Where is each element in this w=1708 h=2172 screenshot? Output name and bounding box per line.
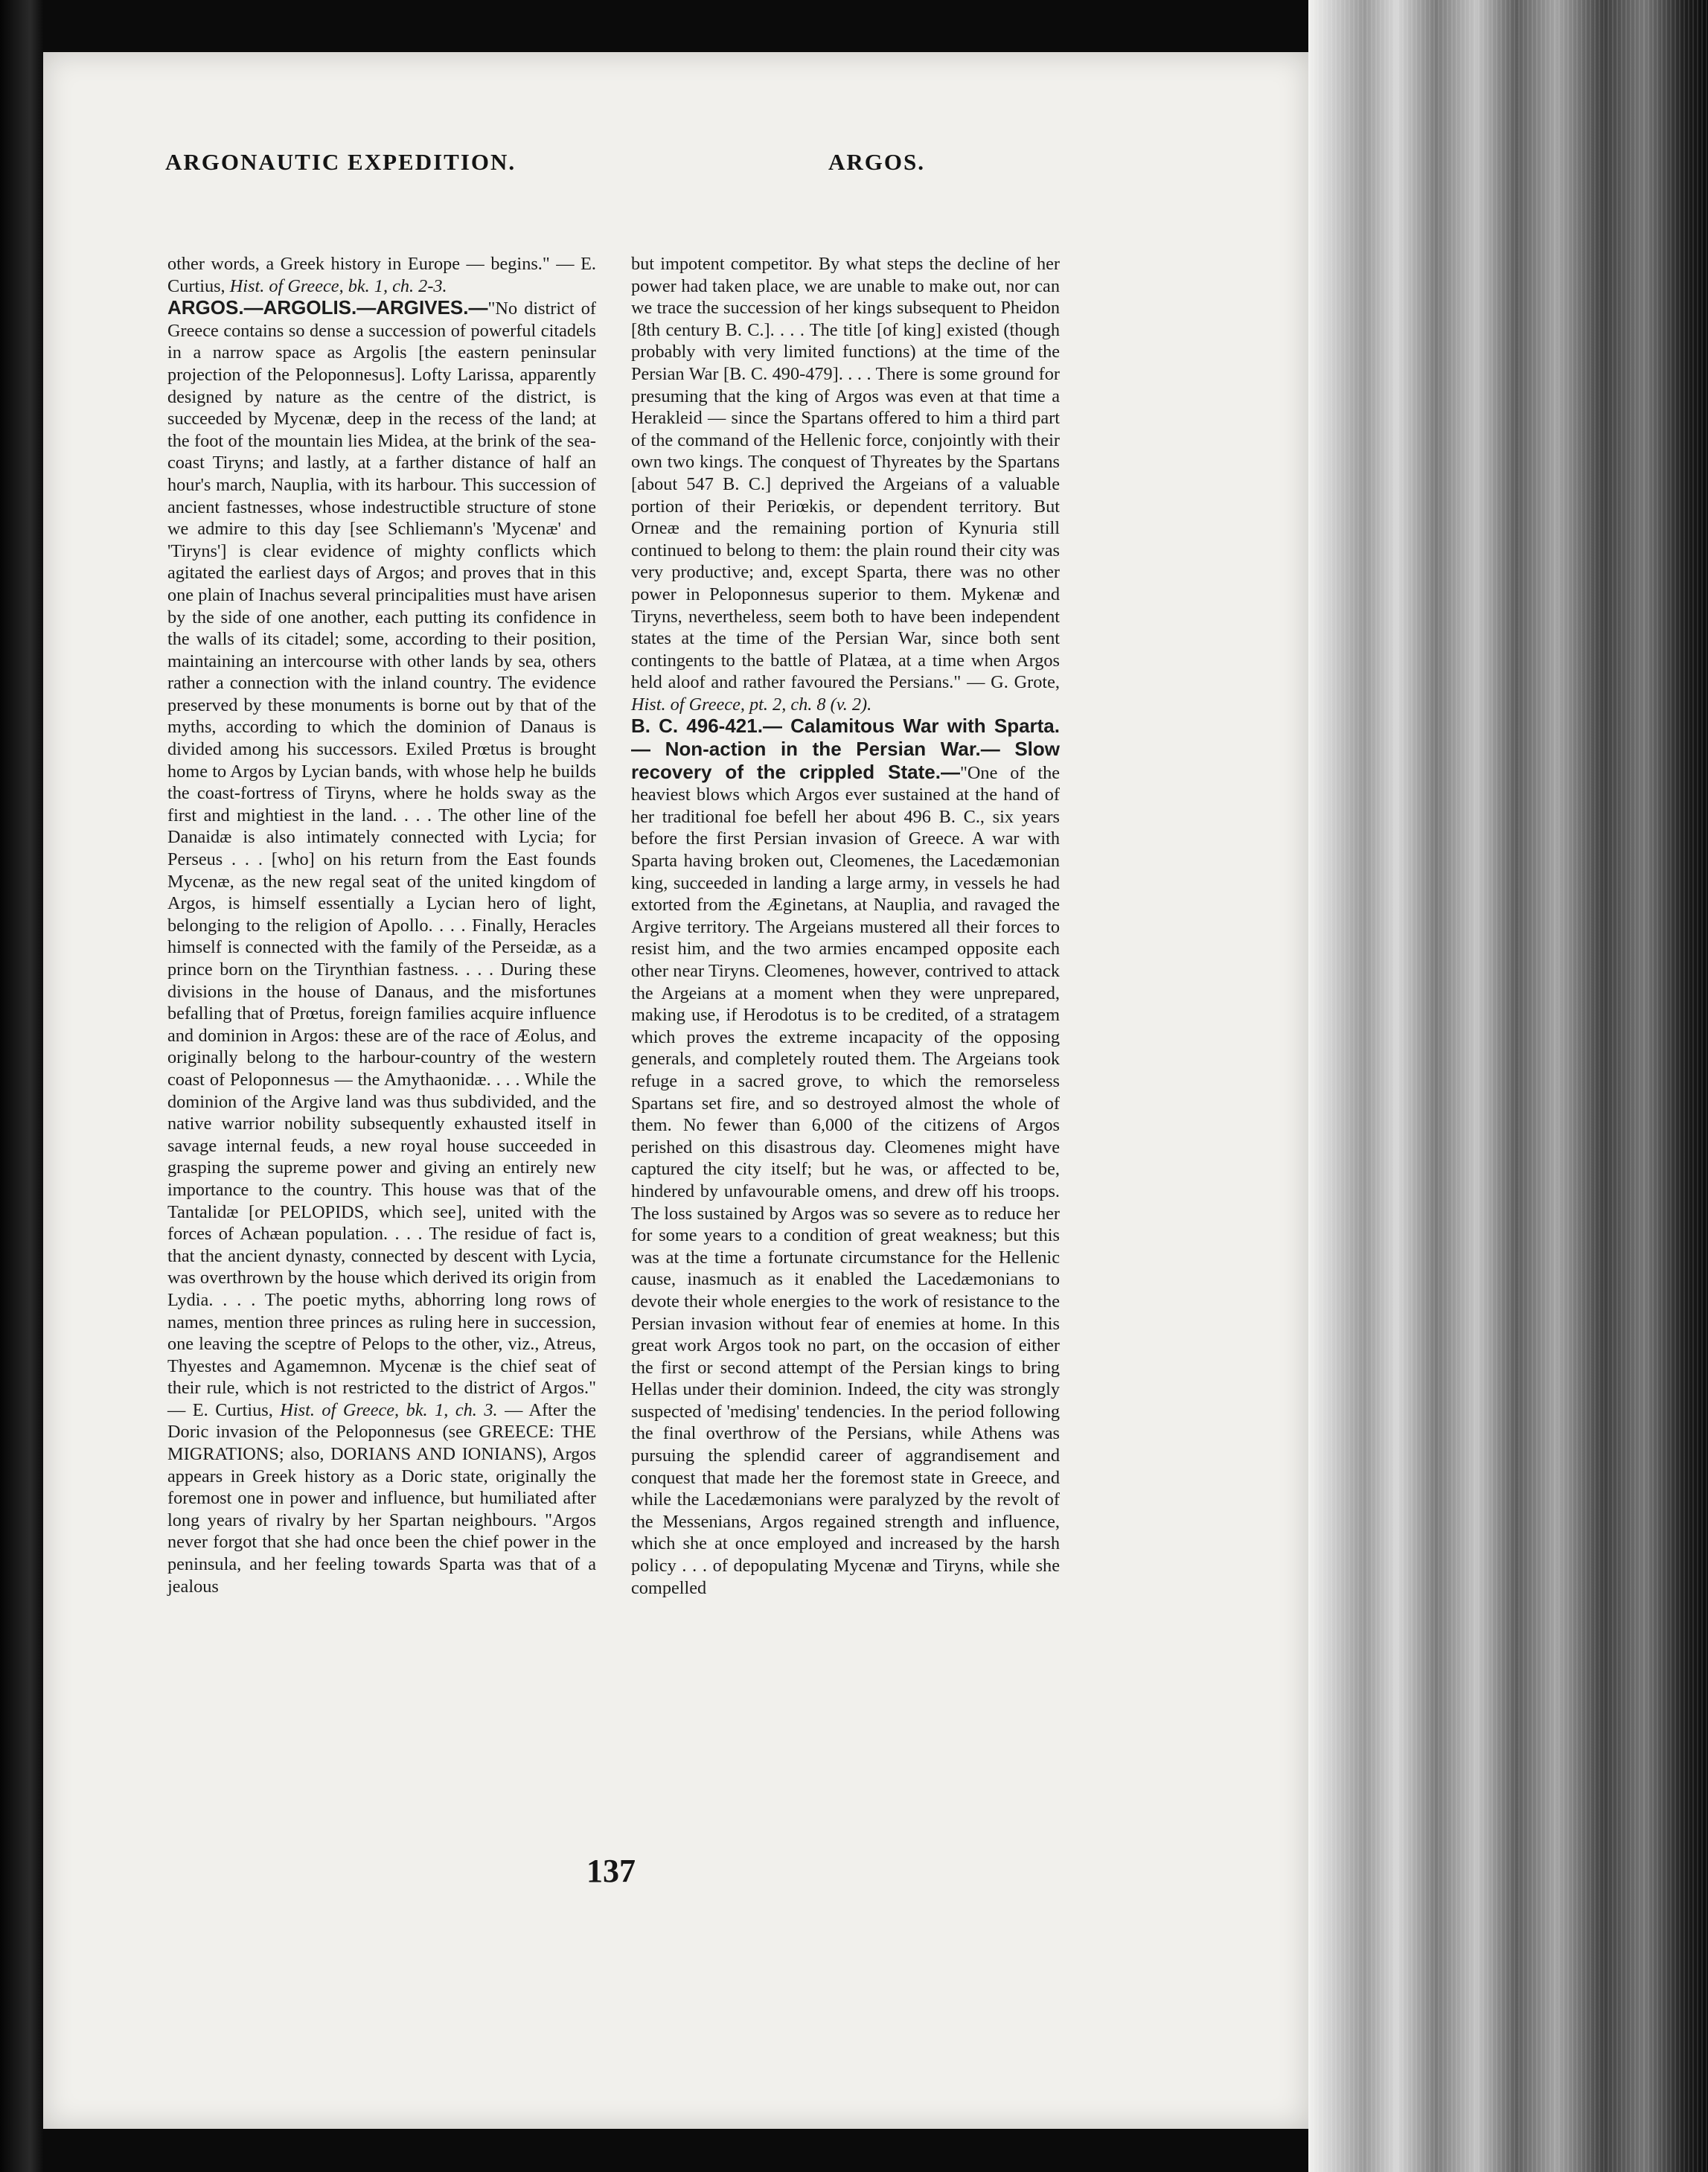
section-body: "One of the heaviest blows which Argos ever sustained at the hand of her traditional foe befell her about 496 B. C., six years before the first Persian invasion of Greece. A war with Sparta having broken out, Cleomenes, the Lacedæmonian king, succeeded in landing a large army, in vessels he had extorted from the Æginetans, at Nauplia, and ravaged the Argive territory. The Argeians mustered all their forces to resist him, and the two armies encamped opposite each other near Tiryns. Cleomenes, however, contrived to attack the Argeians at a moment when they were unprepared, making use, if Herodotus is to be credited, of a stratagem which proves the extreme incapacity of the opposing generals, and completely routed them. The Argeians took refuge in a sacred grove, to which the remorseless Spartans set fire, and so destroyed almost the whole of them. No fewer than 6,000 of the citizens of Argos perished on this disastrous day. Cleomenes might have captured the city itself; but he was, or affected to be, hindered by unfavourable omens, and drew off his troops. The loss sustained by Argos was so severe as to reduce her for some years to a condition of great weakness; but this was at the time a fortunate circumstance for the Hellenic cause, inasmuch as it enabled the Lacedæmonians to devote their whole energies to the work of resistance to the Persian invasion without fear of enemies at home. In this great work Argos took no part, on the occasion of either the first or second attempt of the Persian kings to bring Hellas under their dominion. Indeed, the city was strongly suspected of 'medising' tendencies. In the period following the final overthrow of the Persians, while Athens was pursuing the splendid career of aggrandisement and conquest that made her the foremost state in Greece, and while the Lacedæmonians were paralyzed by the revolt of the Messenians, Argos regained strength and influence, which she at once employed and increased by the harsh policy . . . of depopulating Mycenæ and Tiryns, while she compelled — [631, 762, 1060, 1598]
entry-heading: ARGOS.—ARGOLIS.—ARGIVES.— — [167, 296, 488, 319]
continued-citation: Hist. of Greece, pt. 2, ch. 8 (v. 2). — [631, 694, 872, 715]
intro-paragraph — [167, 253, 596, 297]
section-heading: B. C. 496-421.— Calamitous War with Sparta.— Non-action in the Persian War.— Slow recovery of the crippled State.— — [631, 715, 1060, 783]
entry-citation: Hist. of Greece, bk. 1, ch. 3. — [280, 1399, 498, 1420]
book-spine-edge — [1308, 0, 1708, 2172]
intro-citation: Hist. of Greece, bk. 1, ch. 2-3. — [229, 275, 447, 296]
left-column — [167, 253, 596, 1597]
continued-body: but impotent competitor. By what steps the decline of her power had taken place, we are unable to make out, nor can we trace the succession of her kings subsequent to Pheidon [8th century B. C.]. . . . The title [of king] existed (though probably with very limited functions) at the time of the Persian War [B. C. 490-479]. . . . There is some ground for presuming that the king of Argos was even at that time a Herakleid — since the Spartans offered to him a third part of the command of the Hellenic force, conjointly with their own two kings. The conquest of Thyreates by the Spartans [about 547 B. C.] deprived the Argeians of a valuable portion of their Periœkis, or dependent territory. But Orneæ and the remaining portion of Kynuria still continued to belong to them: the plain round their city was very productive; and, except Sparta, there was no other power in Peloponnesus superior to them. Mykenæ and Tiryns, nevertheless, seem both to have been independent states at the time of the Persian War, since both sent contingents to the battle of Platæa, at a time when Argos held aloof and rather favoured the Persians." — G. Grote, — [631, 254, 1060, 693]
running-head-left: ARGONAUTIC EXPEDITION. — [165, 149, 516, 175]
entry-body: "No district of Greece contains so dense a succession of powerful citadels in a narrow space as Argolis [the eastern peninsular projection of the Peloponnesus]. Lofty Larissa, apparently designed by nature as the centre of the district, is succeeded by Mycenæ, deep in the recess of the land; at the foot of the mountain lies Midea, at the brink of the sea-coast Tiryns; and lastly, at a farther distance of half an hour's march, Nauplia, with its harbour. This succession of ancient fastnesses, whose indestructible structure of stone we admire to this day [see Schliemann's 'Mycenæ' and 'Tiryns'] is clear evidence of mighty conflicts which agitated the earliest days of Argos; and proves that in this one plain of Inachus several principalities must have arisen by the side of one another, each putting its confidence in the walls of its citadel; some, according to their position, maintaining an intercourse with other lands by sea, others rather a connection with the inland country. The evidence preserved by these monuments is borne out by that of the myths, according to which the dominion of Danaus is divided among his successors. Exiled Prœtus is brought home to Argos by Lycian bands, with whose help he builds the coast-fortress of Tiryns, where he holds sway as the first and mightiest in the land. . . . The other line of the Danaidæ is also intimately connected with Lycia; for Perseus . . . [who] on his return from the East founds Mycenæ, as the new regal seat of the united kingdom of Argos, is himself essentially a Lycian hero of light, belonging to the religion of Apollo. . . . Finally, Heracles himself is connected with the family of the Perseidæ, as a prince born on the Tirynthian fastness. . . . During these divisions in the house of Danaus, and the misfortunes befalling that of Prœtus, foreign families acquire influence and dominion in Argos: these are of the race of Æolus, and originally belong to the harbour-country of the western coast of Peloponnesus — the Amythaonidæ. . . . While the dominion of the Argive land was thus subdivided, and the native warrior nobility subsequently exhausted itself in savage internal feuds, a new royal house succeeded in grasping the supreme power and giving an entirely new importance to the country. This house was that of the Tantalidæ [or PELOPIDS, which see], united with the forces of Achæan population. . . . The residue of fact is, that the ancient dynasty, connected by descent with Lycia, was overthrown by the house which derived its origin from Lydia. . . . The poetic myths, abhorring long rows of names, mention three princes as ruling here in succession, one leaving the sceptre of Pelops to the other, viz., Atreus, Thyestes and Agamemnon. Mycenæ is the chief seat of their rule, which is not restricted to the district of Argos." — E. Curtius, — [167, 298, 596, 1420]
running-head-right: ARGOS. — [828, 149, 925, 175]
scan-left-edge — [0, 0, 43, 2172]
continued-paragraph — [631, 253, 1060, 715]
entry-paragraph — [167, 297, 596, 1597]
intro-text: other words, a Greek history in Europe — begins." — E. Curtius, — [167, 254, 596, 296]
entry-continuation: — After the Doric invasion of the Peloponnesus (see GREECE: THE MIGRATIONS; also, DORIANS AND IONIANS), Argos appears in Greek history as a Doric state, originally the foremost one in power and influence, but humiliated after long years of rivalry by her Spartan neighbours. "Argos never forgot that she had once been the chief power in the peninsula, and her feeling towards Sparta was that of a jealous — [167, 1399, 596, 1597]
right-column — [631, 253, 1060, 1599]
page-number: 137 — [586, 1853, 636, 1889]
section-paragraph — [631, 715, 1060, 1599]
